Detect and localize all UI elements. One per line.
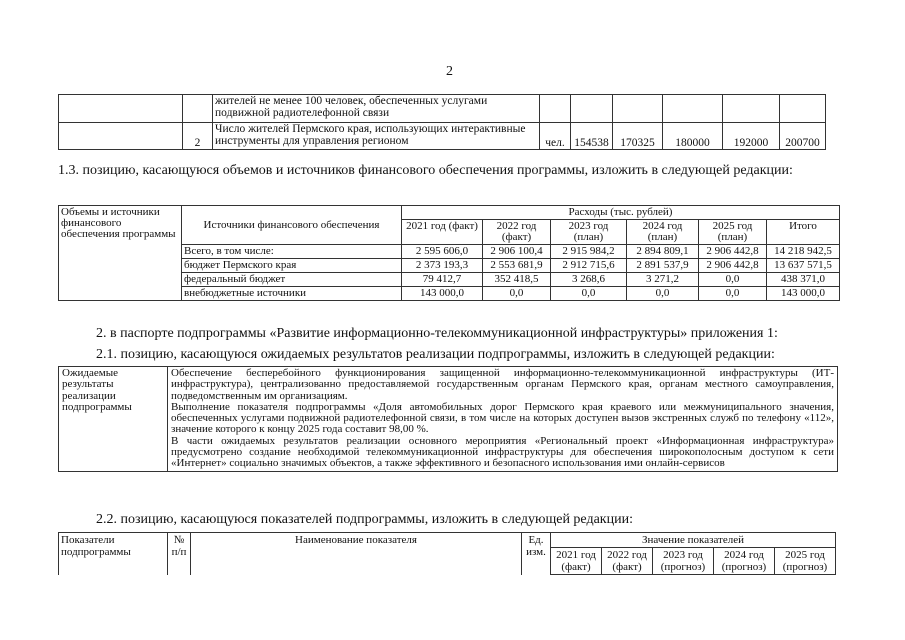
value-cell: 200700 bbox=[780, 123, 826, 150]
value-cell: 352 418,5 bbox=[483, 273, 551, 287]
num-header: № п/п bbox=[168, 533, 191, 575]
section-2-1-text: 2.1. позицию, касающуюся ожидаемых результатов реализации подпрограммы, изложить в следующей редакции: bbox=[96, 347, 775, 362]
value-cell: 0,0 bbox=[699, 287, 767, 301]
row-label: Показатели подпрограммы bbox=[59, 533, 168, 575]
table-row bbox=[59, 367, 838, 472]
value-cell: 438 371,0 bbox=[767, 273, 840, 287]
expected-results-text bbox=[168, 367, 838, 472]
section-1-3-text: 1.3. позицию, касающуюся объемов и источников финансового обеспечения программы, изложить в следующей редакции: bbox=[58, 163, 793, 178]
indicator-name: жителей не менее 100 человек, обеспеченных услугами подвижной радиотелефонной связи bbox=[213, 95, 540, 123]
expenses-header: Расходы (тыс. рублей) bbox=[402, 206, 840, 220]
value-cell: 0,0 bbox=[483, 287, 551, 301]
value-cell: 154538 bbox=[571, 123, 613, 150]
value-cell: 3 268,6 bbox=[551, 273, 627, 287]
value-cell: 13 637 571,5 bbox=[767, 259, 840, 273]
table-row bbox=[59, 206, 840, 220]
table-cell bbox=[723, 95, 780, 123]
value-cell: 2 891 537,9 bbox=[627, 259, 699, 273]
value-cell: 0,0 bbox=[551, 287, 627, 301]
value-cell: 2 595 606,0 bbox=[402, 245, 483, 259]
paragraph: В части ожидаемых результатов реализации основного мероприятия «Региональный проект «Информационная инфраструктура» предусмотрено создание необходимой телекоммуникационной инфраструктуры для обеспечения широкополосным доступом к сети «Интернет» социально значимых объектов, а также эффективного и безопасного использования ими онлайн-сервисов bbox=[171, 434, 834, 470]
value-cell: 2 894 809,1 bbox=[627, 245, 699, 259]
table-cell bbox=[59, 123, 183, 150]
paragraph: Обеспечение бесперебойного функционирования защищенной информационно-телекоммуникационной инфраструктуры (ИТ-инфраструктура), централизованно предоставляемой государственным органам Пермского края, органам местного самоуправления, подведомственным им организациям. bbox=[171, 367, 834, 402]
table-cell bbox=[663, 95, 723, 123]
table-cell bbox=[59, 95, 183, 123]
expected-results-table bbox=[58, 366, 838, 472]
indicators-table-continued bbox=[58, 94, 826, 150]
year-header: 2025 год (план) bbox=[699, 220, 767, 245]
year-header: 2022 год (факт) bbox=[483, 220, 551, 245]
section-2-text: 2. в паспорте подпрограммы «Развитие информационно-телекоммуникационной инфраструктуры» приложения 1: bbox=[96, 326, 778, 341]
value-cell: 143 000,0 bbox=[402, 287, 483, 301]
year-header: 2021 год (факт) bbox=[402, 220, 483, 245]
year-header: 2023 год (план) bbox=[551, 220, 627, 245]
paragraph: Выполнение показателя подпрограммы «Доля автомобильных дорог Пермского края краевого или межмуниципального значения, обеспеченных услугами подвижной радиотелефонной связи, в том числе на которых доступен вызов экстренных служб по телефону «112», значение которого к концу 2025 года составит 98,00 %. bbox=[171, 400, 834, 436]
value-cell: 2 915 984,2 bbox=[551, 245, 627, 259]
table-row bbox=[59, 95, 826, 123]
table-cell bbox=[183, 95, 213, 123]
row-label: Объемы и источники финансового обеспечения программы bbox=[59, 206, 182, 301]
value-cell: 79 412,7 bbox=[402, 273, 483, 287]
sources-header: Источники финансового обеспечения bbox=[182, 206, 402, 245]
unit-cell: чел. bbox=[540, 123, 571, 150]
total-header: Итого bbox=[767, 220, 840, 245]
value-cell: 2 906 100,4 bbox=[483, 245, 551, 259]
value-cell: 2 906 442,8 bbox=[699, 259, 767, 273]
value-cell: 2 906 442,8 bbox=[699, 245, 767, 259]
year-header: 2023 год (прогноз) bbox=[653, 548, 714, 575]
value-cell: 2 553 681,9 bbox=[483, 259, 551, 273]
values-header: Значение показателей bbox=[551, 533, 836, 548]
value-cell: 14 218 942,5 bbox=[767, 245, 840, 259]
section-2-2-text: 2.2. позицию, касающуюся показателей подпрограммы, изложить в следующей редакции: bbox=[96, 512, 633, 527]
table-cell bbox=[540, 95, 571, 123]
subprogram-indicators-table bbox=[58, 532, 836, 575]
year-header: 2024 год (план) bbox=[627, 220, 699, 245]
indicator-name: Число жителей Пермского края, использующих интерактивные инструменты для управления регионом bbox=[213, 123, 540, 150]
name-header: Наименование показателя bbox=[191, 533, 522, 575]
table-cell bbox=[780, 95, 826, 123]
value-cell: 3 271,2 bbox=[627, 273, 699, 287]
table-cell bbox=[571, 95, 613, 123]
table-cell bbox=[613, 95, 663, 123]
year-header: 2025 год (прогноз) bbox=[775, 548, 836, 575]
value-cell: 180000 bbox=[663, 123, 723, 150]
value-cell: 2 912 715,6 bbox=[551, 259, 627, 273]
source-name: федеральный бюджет bbox=[182, 273, 402, 287]
source-name: Всего, в том числе: bbox=[182, 245, 402, 259]
year-header: 2024 год (прогноз) bbox=[714, 548, 775, 575]
year-header: 2021 год (факт) bbox=[551, 548, 602, 575]
table-row bbox=[59, 533, 836, 548]
row-label: Ожидаемые результаты реализации подпрограммы bbox=[59, 367, 168, 472]
page-number: 2 bbox=[446, 64, 453, 79]
row-number: 2 bbox=[183, 123, 213, 150]
value-cell: 143 000,0 bbox=[767, 287, 840, 301]
source-name: внебюджетные источники bbox=[182, 287, 402, 301]
value-cell: 0,0 bbox=[627, 287, 699, 301]
source-name: бюджет Пермского края bbox=[182, 259, 402, 273]
value-cell: 170325 bbox=[613, 123, 663, 150]
value-cell: 0,0 bbox=[699, 273, 767, 287]
table-row bbox=[59, 123, 826, 150]
financing-table bbox=[58, 205, 840, 301]
value-cell: 2 373 193,3 bbox=[402, 259, 483, 273]
unit-header: Ед. изм. bbox=[522, 533, 551, 575]
year-header: 2022 год (факт) bbox=[602, 548, 653, 575]
value-cell: 192000 bbox=[723, 123, 780, 150]
